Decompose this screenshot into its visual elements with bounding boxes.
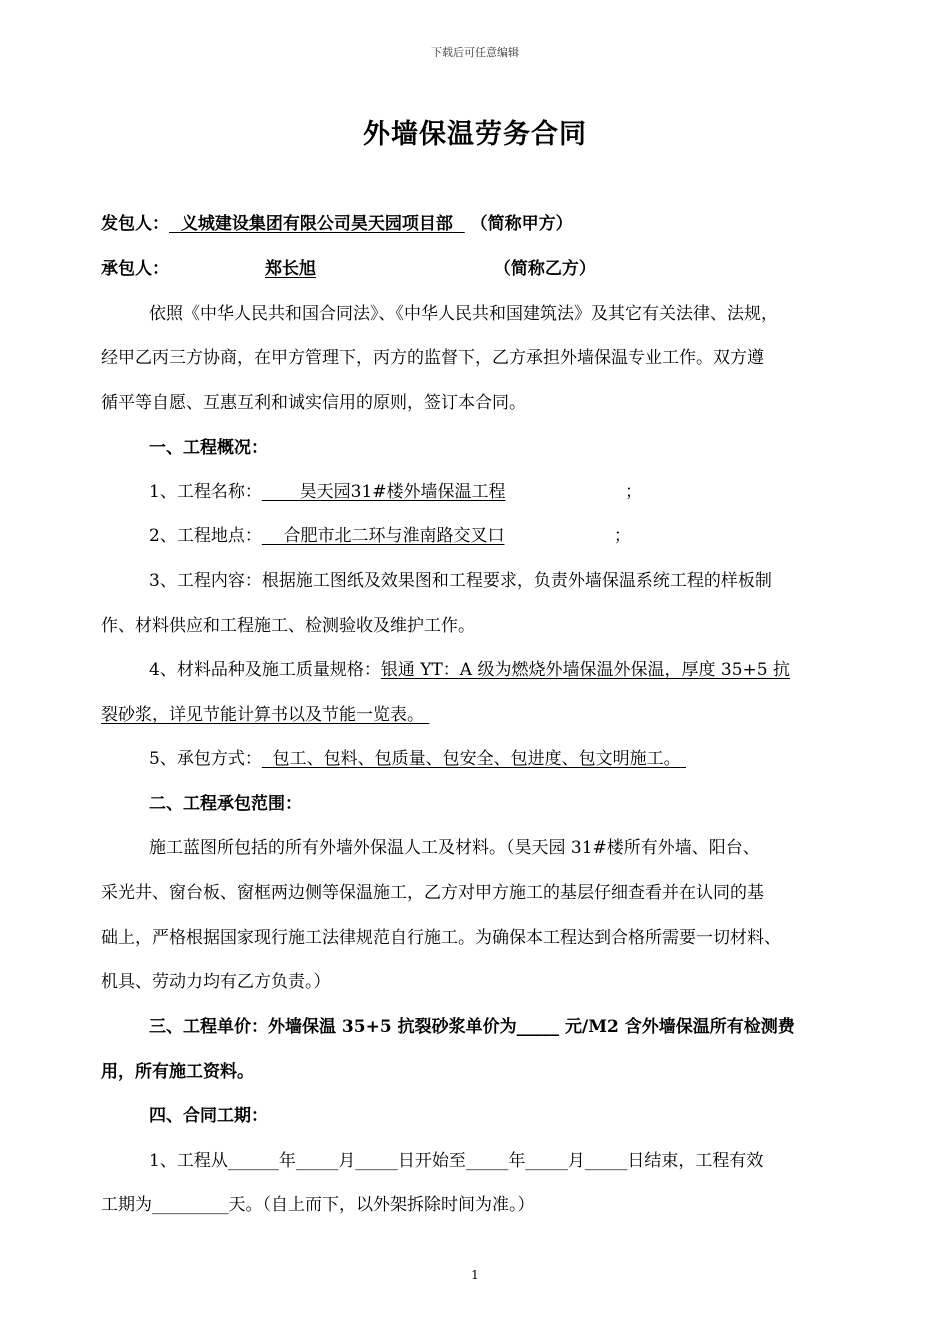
unit-price-line-2: 用，所有施工资料。 (101, 1062, 254, 1082)
section-1-heading: 一、工程概况： (149, 438, 268, 458)
scope-line-2: 采光井、窗台板、窗框两边侧等保温施工，乙方对甲方施工的基层仔细查看并在认同的基 (101, 883, 764, 903)
contract-mode-line (149, 747, 686, 771)
unit-price-line-1: 三、工程单价：外墙保温 35+5 抗裂砂浆单价为_____ 元/M2 含外墙保温所有检测费 (149, 1017, 795, 1037)
employer-suffix: （简称甲方） (470, 214, 573, 234)
scope-line-1: 施工蓝图所包括的所有外墙外保温人工及材料。（昊天园 31#楼所有外墙、阳台、 (149, 838, 760, 858)
contractor-suffix: （简称乙方） (493, 259, 596, 279)
material-value-2: 裂砂浆，详见节能计算书以及节能一览表。 (101, 705, 424, 725)
scope-line-4: 机具、劳动力均有乙方负责。） (101, 972, 331, 992)
project-location-value: 合肥市北二环与淮南路交叉口 (283, 526, 505, 546)
material-label: 4、材料品种及施工质量规格： (149, 660, 381, 680)
intro-line-2: 经甲乙丙三方协商，在甲方管理下，丙方的监督下，乙方承担外墙保温专业工作。双方遵 (101, 348, 764, 368)
project-name-line: 1、工程名称： 昊天园31#楼外墙保温工程 ； (149, 482, 642, 502)
contractor-label: 承包人： (101, 259, 169, 279)
project-location-line: 2、工程地点： 合肥市北二环与淮南路交叉口 ； (149, 526, 631, 546)
contractor-line (101, 257, 596, 281)
document-title: 外墙保温劳务合同 (363, 119, 587, 150)
scope-line-3: 础上，严格根据国家现行施工法律规范自行施工。为确保本工程达到合格所需要一切材料、 (101, 928, 781, 948)
project-location-label: 2、工程地点： (149, 526, 262, 546)
contract-mode-value: 包工、包料、包质量、包安全、包进度、包文明施工。 (272, 749, 681, 769)
employer-name: 义城建设集团有限公司昊天园项目部 (180, 214, 453, 234)
project-content-line-1: 3、工程内容：根据施工图纸及效果图和工程要求，负责外墙保温系统工程的样板制 (149, 571, 772, 591)
material-value-1: 银通 YT：A 级为燃烧外墙保温外保温，厚度 35+5 抗 (380, 660, 790, 680)
project-name-value: 昊天园31#楼外墙保温工程 (299, 482, 506, 502)
contract-mode-label: 5、承包方式： (149, 749, 262, 769)
project-content-line-2: 作、材料供应和工程施工、检测验收及维护工作。 (101, 616, 475, 636)
employer-label: 发包人： (101, 214, 169, 234)
material-line-2 (101, 703, 429, 727)
material-line-1 (149, 658, 790, 682)
intro-line-3: 循平等自愿、互惠互利和诚实信用的原则，签订本合同。 (101, 393, 526, 413)
page-number: 1 (471, 1268, 479, 1282)
project-name-label: 1、工程名称： (149, 482, 262, 502)
period-line-1: 1、工程从______年_____月_____日开始至_____年_____月_____日结束，工程有效 (149, 1151, 764, 1171)
intro-line-1: 依照《中华人民共和国合同法》、《中华人民共和国建筑法》及其它有关法律、法规， (149, 304, 778, 324)
section-4-heading: 四、合同工期： (149, 1106, 268, 1126)
contractor-name: 郑长旭 (265, 259, 316, 279)
section-2-heading: 二、工程承包范围： (149, 794, 302, 814)
page-header-note: 下载后可任意编辑 (431, 46, 519, 59)
employer-line (101, 212, 573, 236)
period-line-2: 工期为_________天。（自上而下，以外架拆除时间为准。） (101, 1195, 535, 1215)
